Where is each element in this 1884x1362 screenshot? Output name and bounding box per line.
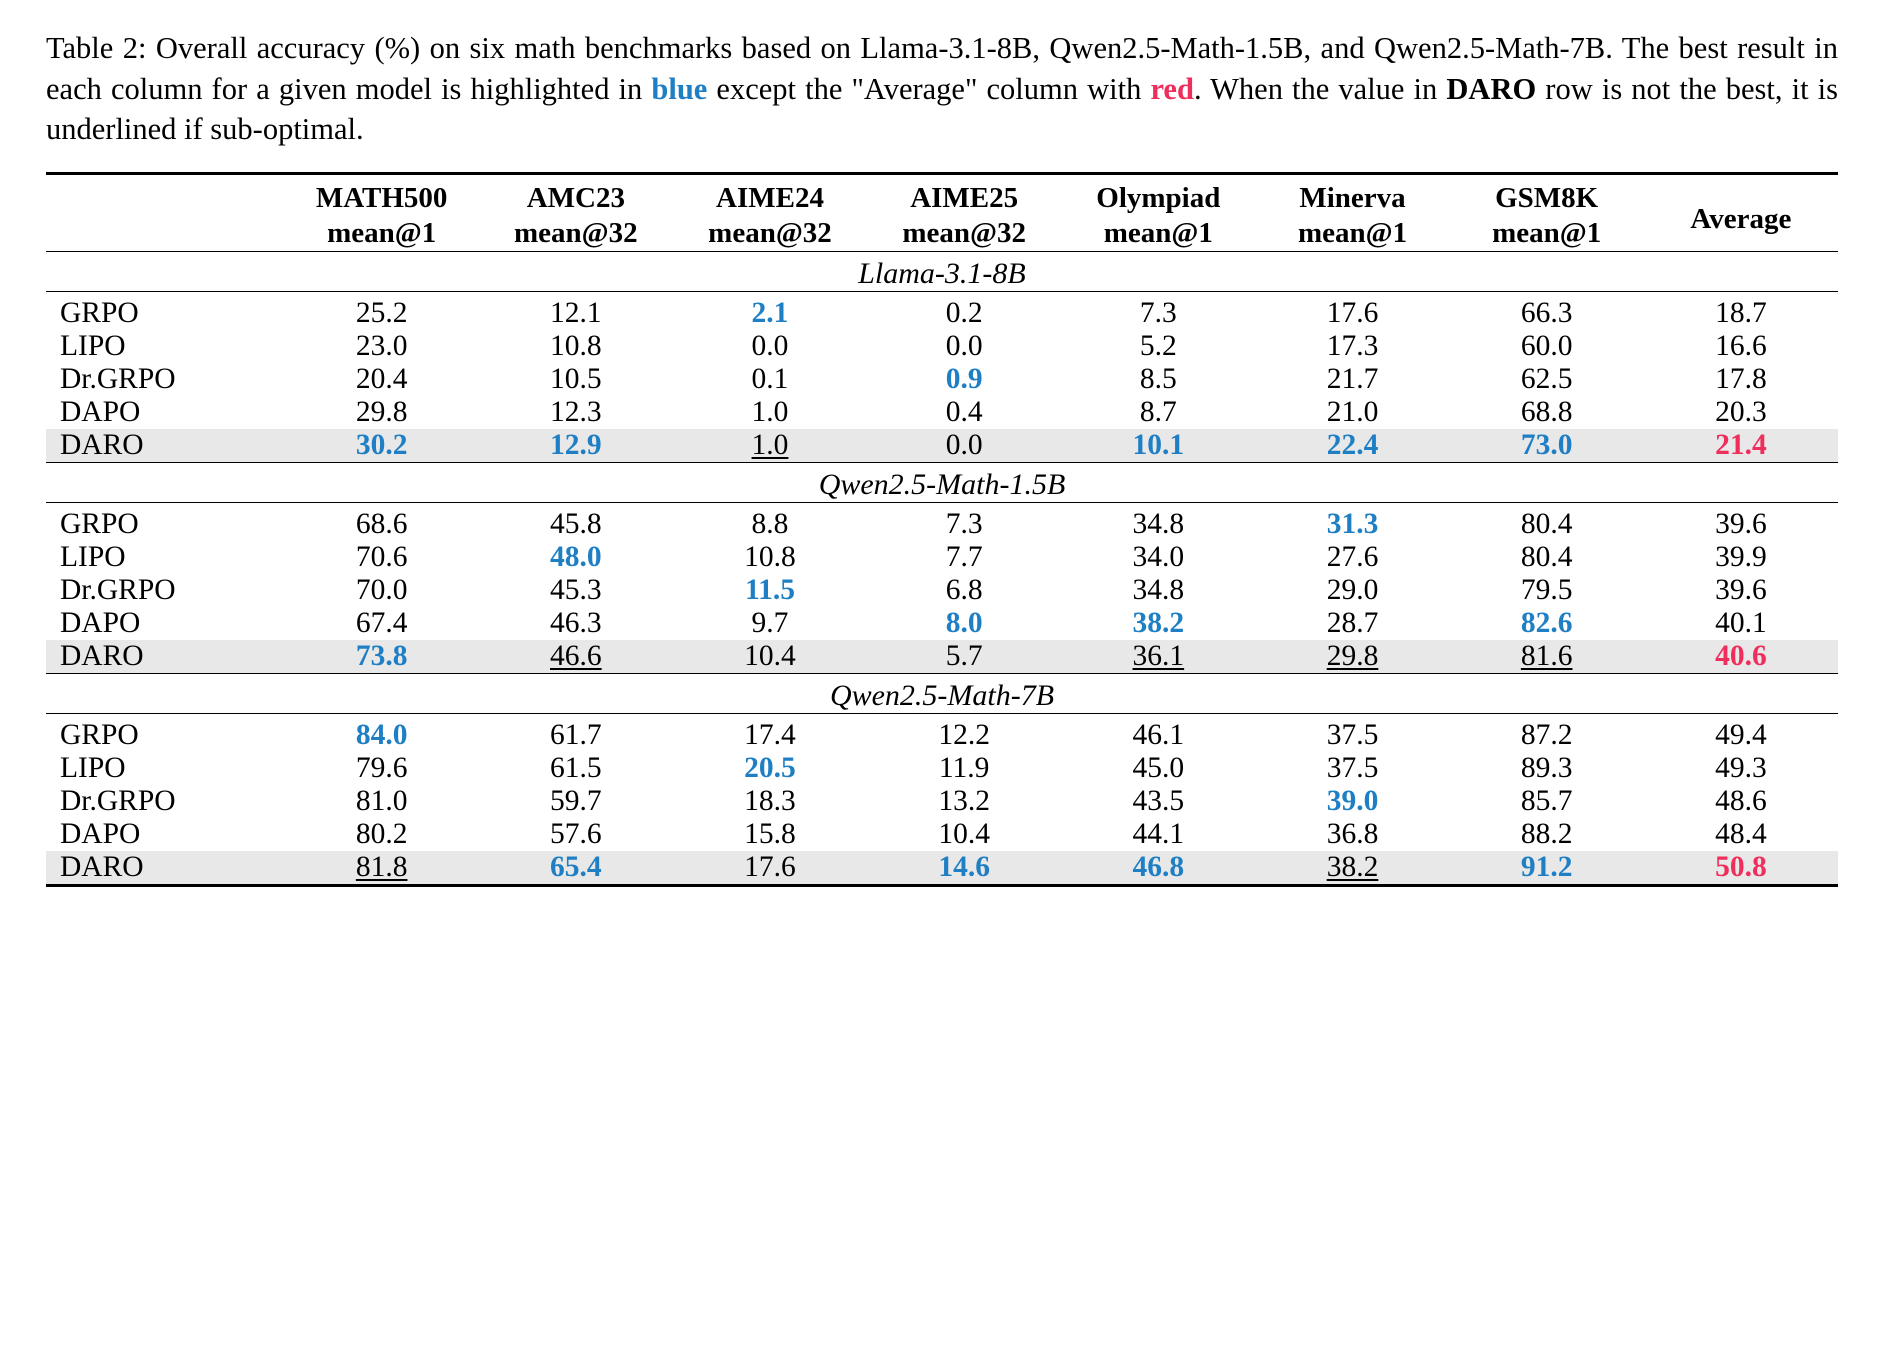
cell-value: 46.1 (1132, 719, 1185, 752)
cell-value: 81.6 (1520, 640, 1573, 673)
cell-value: 44.1 (1132, 818, 1185, 851)
row-label-dapo: DAPO (60, 607, 141, 640)
column-header-metric: mean@32 (708, 217, 832, 250)
cell-value: 7.3 (1139, 297, 1177, 330)
rule-line (46, 886, 1838, 894)
table-row (46, 330, 1838, 363)
cell-value: 48.6 (1715, 785, 1767, 818)
cell-value: 57.6 (550, 818, 602, 851)
cell-value: 48.0 (550, 541, 602, 574)
cell-value: 39.0 (1326, 785, 1379, 818)
cell-value: 10.5 (550, 363, 602, 396)
cell-value: 34.8 (1132, 574, 1185, 607)
cell-value: 62.5 (1520, 363, 1573, 396)
table-bottom-rule (46, 886, 1838, 894)
cell-value: 1.0 (751, 396, 789, 429)
table-top-rule (46, 173, 1838, 181)
cell-value: 43.5 (1132, 785, 1185, 818)
column-header-name: AIME24 (716, 181, 824, 214)
cell-value: 10.4 (938, 818, 990, 851)
cell-value: 8.5 (1139, 363, 1177, 396)
cell-value: 29.8 (355, 396, 408, 429)
cell-value: 14.6 (938, 851, 990, 884)
column-header-name: GSM8K (1495, 181, 1599, 214)
cell-value: 50.8 (1715, 851, 1767, 884)
column-header-name: MATH500 (315, 181, 448, 214)
cell-value: 21.0 (1326, 396, 1379, 429)
cell-value: 87.2 (1520, 719, 1573, 752)
cell-value: 17.4 (744, 719, 796, 752)
cell-value: 40.6 (1715, 640, 1767, 673)
table-row (46, 818, 1838, 851)
column-header-name: Minerva (1299, 181, 1406, 214)
cell-value: 22.4 (1326, 429, 1379, 462)
cell-value: 21.4 (1715, 429, 1767, 462)
cell-value: 10.8 (744, 541, 796, 574)
cell-value: 73.0 (1520, 429, 1573, 462)
cell-value: 20.3 (1715, 396, 1767, 429)
table-row (46, 396, 1838, 429)
cell-value: 0.4 (945, 396, 983, 429)
cell-value: 5.7 (945, 640, 983, 673)
row-label-grpo: GRPO (60, 719, 139, 752)
cell-value: 10.4 (744, 640, 796, 673)
column-header-metric: mean@1 (1492, 217, 1602, 250)
column-header-amc23 (479, 181, 673, 252)
cell-value: 82.6 (1520, 607, 1573, 640)
cell-value: 0.9 (945, 363, 983, 396)
column-header-minerva (1255, 181, 1449, 252)
cell-value: 39.6 (1715, 508, 1767, 541)
cell-value: 23.0 (355, 330, 408, 363)
cell-value: 40.1 (1715, 607, 1767, 640)
cell-value: 29.0 (1326, 574, 1379, 607)
cell-value: 10.1 (1132, 429, 1185, 462)
cell-value: 16.6 (1715, 330, 1767, 363)
cell-value: 59.7 (550, 785, 602, 818)
cell-value: 34.0 (1132, 541, 1185, 574)
cell-value: 7.7 (945, 541, 983, 574)
cell-value: 84.0 (355, 719, 408, 752)
cell-value: 25.2 (355, 297, 408, 330)
cell-value: 91.2 (1520, 851, 1573, 884)
column-header-math500 (285, 181, 479, 252)
cell-value: 46.8 (1132, 851, 1185, 884)
cell-value: 45.3 (550, 574, 602, 607)
row-label-daro: DARO (60, 640, 144, 673)
cell-value: 0.0 (945, 429, 983, 462)
cell-value: 36.8 (1326, 818, 1379, 851)
cell-value: 8.7 (1139, 396, 1177, 429)
cell-value: 2.1 (751, 297, 789, 330)
cell-value: 20.5 (744, 752, 796, 785)
cell-value: 21.7 (1326, 363, 1379, 396)
cell-value: 79.6 (355, 752, 408, 785)
cell-value: 1.0 (751, 429, 789, 462)
cell-value: 0.0 (751, 330, 789, 363)
row-label-dr-grpo: Dr.GRPO (60, 363, 176, 396)
cell-value: 0.1 (751, 363, 789, 396)
cell-value: 27.6 (1326, 541, 1379, 574)
column-header-gsm8k (1450, 181, 1644, 252)
row-label-grpo: GRPO (60, 508, 139, 541)
table-row (46, 851, 1838, 886)
cell-value: 68.8 (1520, 396, 1573, 429)
cell-value: 30.2 (355, 429, 408, 462)
cell-value: 28.7 (1326, 607, 1379, 640)
cell-value: 49.3 (1715, 752, 1767, 785)
cell-value: 73.8 (355, 640, 408, 673)
cell-value: 8.8 (751, 508, 789, 541)
results-table (46, 172, 1838, 894)
row-label-daro: DARO (60, 429, 144, 462)
group-name: Qwen2.5-Math-7B (829, 679, 1055, 713)
column-header-aime25 (867, 181, 1061, 252)
cell-value: 89.3 (1520, 752, 1573, 785)
table-row (46, 785, 1838, 818)
cell-value: 79.5 (1520, 574, 1573, 607)
table-header-row (46, 181, 1838, 252)
table-row (46, 574, 1838, 607)
cell-value: 31.3 (1326, 508, 1379, 541)
table-row (46, 640, 1838, 674)
cell-value: 46.6 (550, 640, 602, 673)
cell-value: 81.0 (355, 785, 408, 818)
column-header-metric: mean@32 (514, 217, 638, 250)
column-header-average: Average (1690, 203, 1792, 236)
cell-value: 80.4 (1520, 541, 1573, 574)
cell-value: 80.4 (1520, 508, 1573, 541)
table-row (46, 752, 1838, 785)
caption-red-word: red (1150, 71, 1194, 106)
cell-value: 12.3 (550, 396, 602, 429)
cell-value: 38.2 (1132, 607, 1185, 640)
cell-value: 39.9 (1715, 541, 1767, 574)
cell-value: 67.4 (355, 607, 408, 640)
cell-value: 34.8 (1132, 508, 1185, 541)
table-caption (46, 28, 1838, 150)
cell-value: 45.8 (550, 508, 602, 541)
caption-text-3: . When the value in (1193, 71, 1447, 106)
cell-value: 18.3 (744, 785, 796, 818)
column-header-metric: mean@1 (327, 217, 437, 250)
rule-line (46, 173, 1838, 181)
cell-value: 5.2 (1139, 330, 1177, 363)
cell-value: 81.8 (355, 851, 408, 884)
cell-value: 61.5 (550, 752, 602, 785)
column-header-name: AMC23 (526, 181, 625, 214)
caption-text-2: except the "Average" column with (707, 71, 1151, 106)
row-label-dapo: DAPO (60, 396, 141, 429)
group-header-row (46, 468, 1838, 503)
cell-value: 80.2 (355, 818, 408, 851)
cell-value: 48.4 (1715, 818, 1767, 851)
cell-value: 36.1 (1132, 640, 1185, 673)
group-name: Qwen2.5-Math-1.5B (818, 468, 1066, 502)
cell-value: 0.2 (945, 297, 983, 330)
cell-value: 66.3 (1520, 297, 1573, 330)
row-label-dr-grpo: Dr.GRPO (60, 785, 176, 818)
row-label-grpo: GRPO (60, 297, 139, 330)
table-row (46, 607, 1838, 640)
row-label-dapo: DAPO (60, 818, 141, 851)
cell-value: 49.4 (1715, 719, 1767, 752)
column-header-metric: mean@1 (1297, 217, 1408, 250)
row-label-lipo: LIPO (60, 541, 126, 574)
cell-value: 38.2 (1326, 851, 1379, 884)
table-row (46, 363, 1838, 396)
cell-value: 61.7 (550, 719, 602, 752)
cell-value: 29.8 (1326, 640, 1379, 673)
column-header-metric: mean@1 (1103, 217, 1213, 250)
cell-value: 60.0 (1520, 330, 1573, 363)
cell-value: 13.2 (938, 785, 990, 818)
group-name: Llama-3.1-8B (858, 257, 1026, 291)
group-header-row (46, 679, 1838, 714)
cell-value: 8.0 (945, 607, 983, 640)
column-header-metric: mean@32 (902, 217, 1026, 250)
cell-value: 70.0 (355, 574, 408, 607)
cell-value: 65.4 (550, 851, 602, 884)
column-header-name: AIME25 (910, 181, 1019, 214)
caption-label: Table 2: (46, 31, 147, 65)
cell-value: 85.7 (1520, 785, 1573, 818)
table-row (46, 541, 1838, 574)
cell-value: 39.6 (1715, 574, 1767, 607)
cell-value: 20.4 (355, 363, 408, 396)
caption-blue-word: blue (651, 71, 708, 106)
cell-value: 88.2 (1520, 818, 1573, 851)
cell-value: 17.6 (1326, 297, 1379, 330)
caption-text-1: Overall accuracy (%) on six math benchmarks based on Llama-3.1-8B, Qwen2.5-Math-1.5B, and Qwen2.5-Math-7B. The best result in each column for a given model is highlighted in (46, 31, 1838, 106)
cell-value: 7.3 (945, 508, 983, 541)
cell-value: 0.0 (945, 330, 983, 363)
cell-value: 9.7 (751, 607, 789, 640)
cell-value: 37.5 (1326, 752, 1379, 785)
cell-value: 37.5 (1326, 719, 1379, 752)
cell-value: 45.0 (1132, 752, 1185, 785)
cell-value: 10.8 (550, 330, 602, 363)
row-label-lipo: LIPO (60, 330, 126, 363)
caption-text-4: row is not the best, it is underlined if sub-optimal. (46, 71, 1838, 147)
cell-value: 11.5 (744, 574, 795, 607)
cell-value: 17.6 (744, 851, 796, 884)
cell-value: 17.3 (1326, 330, 1379, 363)
caption-bold-word: DARO (1446, 71, 1537, 106)
group-header-row (46, 257, 1838, 292)
cell-value: 15.8 (744, 818, 796, 851)
column-header-aime24 (673, 181, 867, 252)
cell-value: 12.2 (938, 719, 990, 752)
table-row (46, 297, 1838, 330)
row-label-daro: DARO (60, 851, 144, 884)
column-header-olympiad (1061, 181, 1255, 252)
header-method-cell (46, 181, 285, 252)
table-row (46, 508, 1838, 541)
cell-value: 46.3 (550, 607, 602, 640)
cell-value: 12.1 (550, 297, 602, 330)
table-row (46, 719, 1838, 752)
table-row (46, 429, 1838, 463)
cell-value: 70.6 (355, 541, 408, 574)
column-header-name: Olympiad (1096, 181, 1221, 214)
cell-value: 12.9 (550, 429, 602, 462)
row-label-lipo: LIPO (60, 752, 126, 785)
cell-value: 68.6 (355, 508, 408, 541)
row-label-dr-grpo: Dr.GRPO (60, 574, 176, 607)
cell-value: 17.8 (1715, 363, 1767, 396)
cell-value: 18.7 (1715, 297, 1767, 330)
cell-value: 6.8 (945, 574, 983, 607)
cell-value: 11.9 (938, 752, 990, 785)
